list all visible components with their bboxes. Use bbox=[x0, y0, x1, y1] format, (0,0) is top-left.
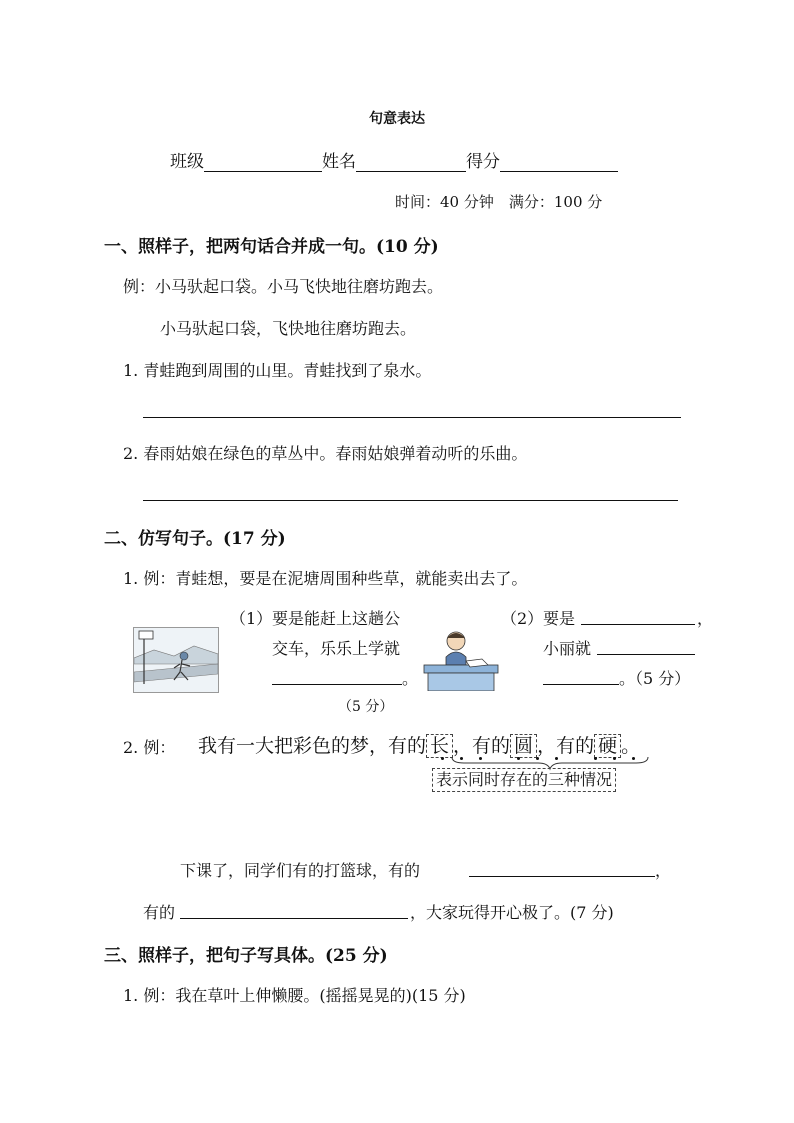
s2-q2-label: 2. 例： bbox=[123, 738, 176, 757]
desk-illustration bbox=[422, 627, 500, 691]
score-blank[interactable] bbox=[500, 153, 618, 172]
s1-question-1: 1. 青蛙跑到周围的山里。青蛙找到了泉水。 bbox=[123, 361, 432, 380]
running-boy-icon bbox=[134, 628, 218, 692]
s2-part2-end: 。（5 分） bbox=[619, 669, 691, 688]
s1-question-2: 2. 春雨姑娘在绿色的草丛中。春雨姑娘弹着动听的乐曲。 bbox=[123, 444, 528, 463]
s2-part2-number: （2） bbox=[501, 609, 544, 628]
s2-q2-blank-2[interactable] bbox=[180, 918, 408, 919]
s1-example-answer: 小马驮起口袋，飞快地往磨坊跑去。 bbox=[160, 319, 417, 338]
emphasis-dot bbox=[441, 757, 444, 760]
section3-heading: 三、照样子，把句子写具体。(25 分) bbox=[104, 946, 388, 966]
s2-q2-task2-post: ，大家玩得开心极了。(7 分) bbox=[410, 903, 614, 922]
s2-part2-blank-1[interactable] bbox=[581, 624, 695, 625]
student-desk-icon bbox=[422, 627, 500, 691]
s2-part1-line1: 要是能赶上这趟公 bbox=[272, 609, 401, 628]
s1-answer-line-2[interactable] bbox=[143, 500, 678, 501]
q2-word-round: 圆 bbox=[510, 734, 537, 758]
score-label: 得分 bbox=[466, 152, 500, 172]
q2-mid-1: ，有的 bbox=[453, 735, 511, 757]
q2-mid-2: ，有的 bbox=[537, 735, 595, 757]
s2-part1-end: 。 bbox=[402, 669, 419, 688]
q2-sentence-pre: 我有一大把彩色的梦，有的 bbox=[198, 735, 427, 757]
s2-part1-line2: 交车，乐乐上学就 bbox=[272, 639, 401, 658]
time-info: 时间：40 分钟 满分：100 分 bbox=[395, 193, 603, 211]
s2-q2-task-comma: ， bbox=[655, 861, 672, 880]
student-info bbox=[170, 147, 618, 172]
s2-part2-blank-2[interactable] bbox=[597, 654, 695, 655]
s2-example: 1. 例：青蛙想，要是在泥塘周围种些草，就能卖出去了。 bbox=[123, 569, 528, 588]
s2-part1-score: （5 分） bbox=[338, 699, 394, 715]
class-label: 班级 bbox=[170, 152, 204, 172]
q2-note-box: 表示同时存在的三种情况 bbox=[432, 768, 616, 792]
s2-part2-comma: ， bbox=[697, 609, 714, 628]
section1-heading: 一、照样子，把两句话合并成一句。(10 分) bbox=[104, 237, 439, 257]
s3-question-1: 1. 例：我在草叶上伸懒腰。(摇摇晃晃的)(15 分) bbox=[123, 986, 466, 1005]
s2-part2-blank-3[interactable] bbox=[543, 684, 619, 685]
name-blank[interactable] bbox=[356, 153, 466, 172]
q2-word-hard: 硬 bbox=[594, 734, 621, 758]
s2-q2-task-line1: 下课了，同学们有的打篮球，有的 bbox=[180, 861, 421, 880]
s2-q2-blank-1[interactable] bbox=[469, 876, 655, 877]
q2-end: 。 bbox=[621, 735, 641, 757]
q2-word-long: 长 bbox=[426, 734, 453, 758]
s2-part1-blank[interactable] bbox=[272, 684, 402, 685]
section2-heading: 二、仿写句子。(17 分) bbox=[104, 529, 286, 549]
s2-q2-task2-pre: 有的 bbox=[143, 903, 176, 922]
bus-stop-illustration bbox=[133, 627, 219, 693]
s2-part1-number: （1） bbox=[230, 609, 273, 628]
s2-part2-line1: 要是 bbox=[543, 609, 576, 628]
page-title: 句意表达 bbox=[369, 111, 425, 127]
s2-q2-example-sentence bbox=[198, 731, 640, 758]
s2-part2-line2: 小丽就 bbox=[543, 639, 592, 658]
s1-answer-line-1[interactable] bbox=[143, 417, 681, 418]
class-blank[interactable] bbox=[204, 153, 322, 172]
s1-example-question: 例：小马驮起口袋。小马飞快地往磨坊跑去。 bbox=[123, 277, 444, 296]
name-label: 姓名 bbox=[322, 152, 356, 172]
